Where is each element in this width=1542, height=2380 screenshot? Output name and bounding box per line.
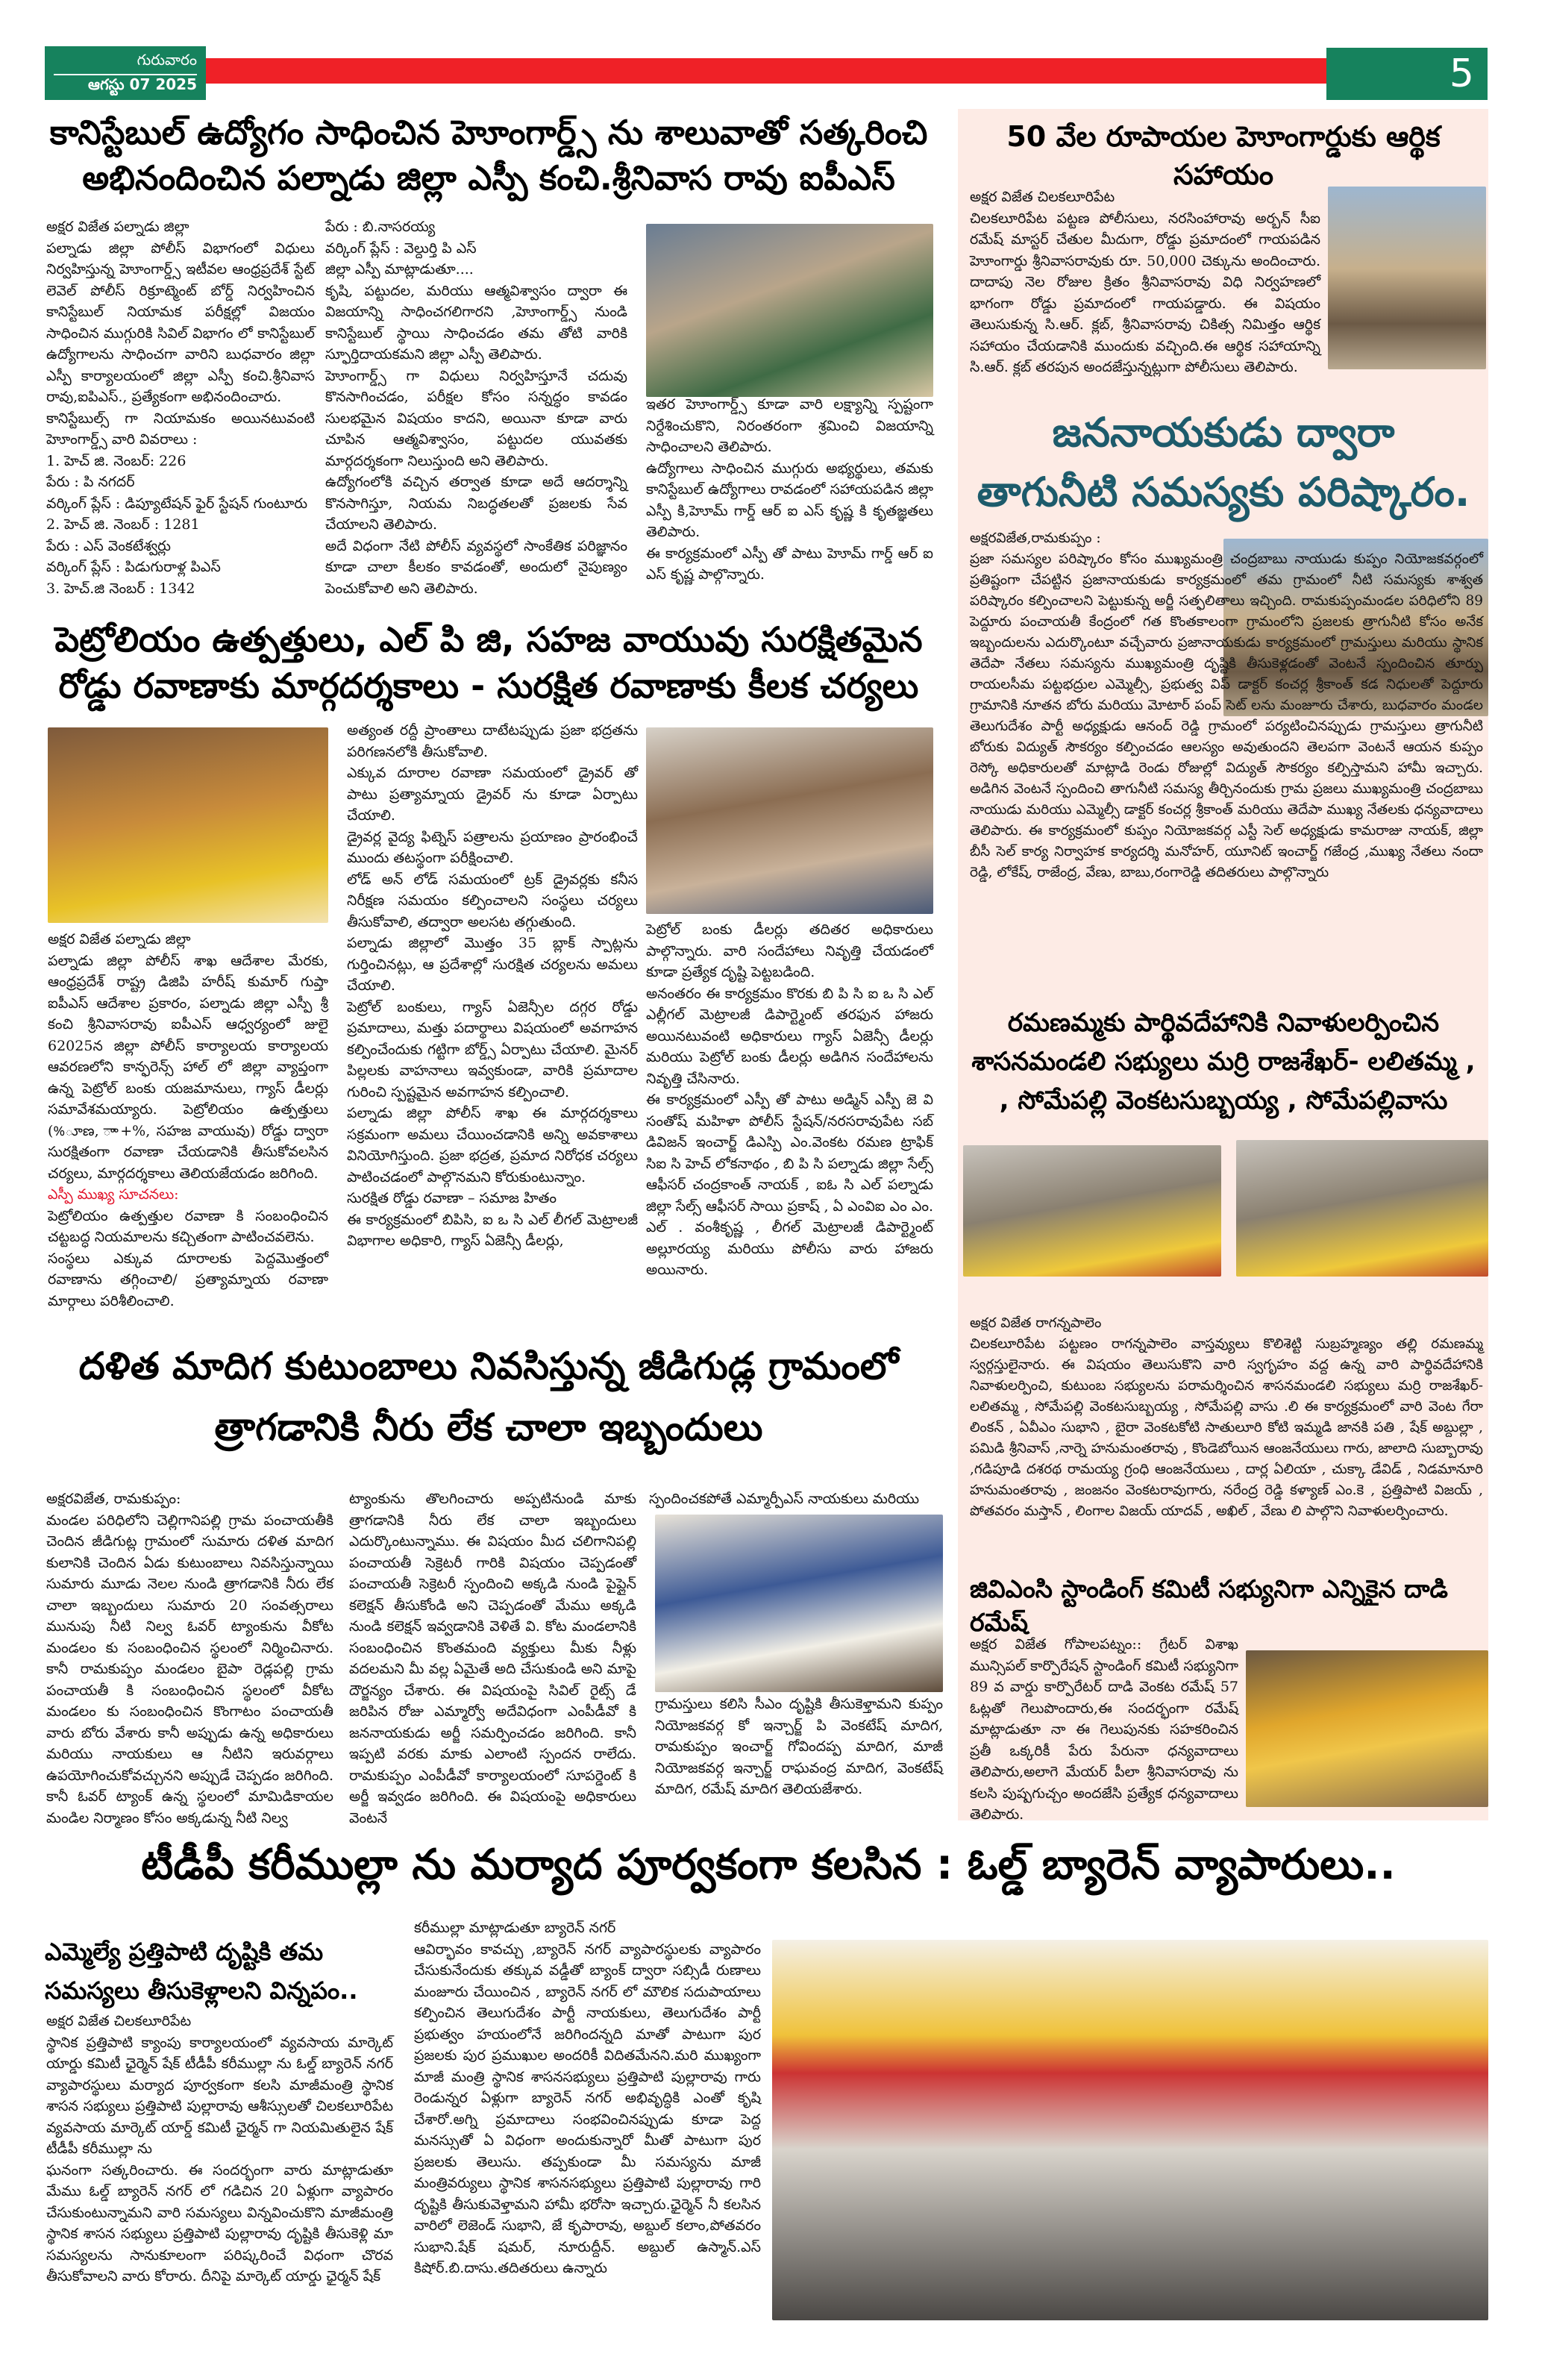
- paragraph: పేరు : బి.నాసరయ్య: [325, 219, 436, 235]
- headline-petroleum: [41, 616, 936, 709]
- article-column: [347, 720, 638, 1252]
- paragraph: అక్షర విజేత పల్నాడు జిల్లా: [48, 931, 191, 948]
- weekday: గురువారం: [54, 51, 197, 75]
- paragraph: ట్యాంకును తొలగించారు అప్పటినుండి మాకు త్రాగడానికి నీరు లేక చాలా ఇబ్బందులు ఎదుర్కొంటున్నాము. ఈ విషయం మీద చలిగానిపల్లి పంచాయతీ సెక్రెటరీ గారికి విషయం చెప్పడంతో పంచాయతీ సెక్రెటరీ స్పందించి అక్కడి నుండి పైప్లైన్ కలెక్షన్ తీసుకోండి అని చెప్పడంతో మేము అక్కడి నుండి కలెక్షన్ ఇవ్వడానికి వెళితే వి. కోట మండలానికి సంబంధించిన కొంతమంది వ్యక్తులు మీకు నీళ్లు వదలమని మీ వల్ల ఏమైతే అది చేసుకుండి అని మాపై దౌర్జన్యం చేశారు. ఈ విషయంపై సివిల్ రైట్స్ డే జరిపిన రోజు ఎమ్మార్వో అదేవిధంగా ఎంపీడీవో కి జననాయకుడు అర్జీ సమర్పించడం జరిగింది. కానీ ఇప్పటి వరకు మాకు ఎలాంటి స్పందన రాలేదు. రామకుప్పం ఎంపీడీవో కార్యాలయంలో సూపర్డెంట్ కి అర్జీ ఇవ్వడం జరిగింది. ఈ విషయంపై అధికారులు వెంటనే: [349, 1491, 636, 1826]
- paragraph: ఘనంగా సత్కరించారు. ఈ సందర్భంగా వారు మాట్లాడుతూ మేము ఓల్డ్ బ్యారెన్ నగర్ లో గడిచిన 20 ఏళ్లుగా వ్యాపారం చేసుకుంటున్నామని వారి సమస్యలు విన్నవించుకొని మాజీమంత్రి స్థానిక శాసన సభ్యులు ప్రత్తిపాటి పుల్లారావు దృష్టికి తీసుకెళ్లి మా సమస్యలను సానుకూలంగా పరిష్కరించే విధంగా చొరవ తీసుకోవాలని వారు కోరారు. దీనిపై మార్కెట్ యార్డు ఛైర్మన్ షేక్: [46, 2161, 393, 2285]
- paragraph: స్పందించకపోతే ఎమ్మార్పీఎస్ నాయకులు మరియు: [649, 1491, 920, 1507]
- article-column: [48, 929, 328, 1312]
- photo-sp-speaking-at-podium: [48, 727, 328, 923]
- paragraph: అక్షర విజేత గోపాలపట్నం:: గ్రేటర్ విశాఖ మున్సిపల్ కార్పొరేషన్ స్టాండింగ్ కమిటీ సభ్యునిగా 89 వ వార్డు కార్పొరేటర్ దాడి వెంకట రమేష్ 57 ఓట్లతో గెలుపొందారు,ఈ సందర్భంగా రమేష్ మాట్లాడుతూ నా ఈ గెలుపునకు సహకరించిన ప్రతీ ఒక్కరికీ పేరు పేరునా ధన్యవాదాలు తెలిపారు,అలాగె మేయర్ పీలా శ్రీనివాసరావు ను కలసి పుష్పగుచ్చం అందజేసి ప్రత్యేక ధన్యవాదాలు తెలిపారు.: [970, 1636, 1238, 1823]
- headline-dalit-water: [41, 1335, 936, 1458]
- headline-tdp-karimulla: టీడీపీ కరీముల్లా ను మర్యాద పూర్వకంగా కలసిన : ఓల్డ్ బ్యారెన్ వ్యాపారులు..: [141, 1841, 1396, 1889]
- paragraph: ఆవిర్భావం కావచ్చు ,బ్యారెన్ నగర్ వ్యాపారస్థులకు వ్యాపారం చేసుకునేందుకు తక్కువ వడ్డీతో బ్యాంక్ ద్వారా సబ్సిడీ రుణాలు మంజూరు చేయించిన , బ్యారెన్ నగర్ లో మౌలిక సదుపాయాలు కల్పించిన తెలుగుదేశం పార్టీ నాయకులు, తెలుగుదేశం పార్టీ ప్రభుత్వం హయంలోనే జరిగిందన్నది మాతో పాటుగా పుర ప్రజలకు పుర ప్రముఖుల అందరికీ విదితమేనని.మరి ముఖ్యంగా మాజీ మంత్రి స్థానిక శాసనసభ్యులు ప్రత్తిపాటి పుల్లారావు గారు రెండున్నర ఏళ్లుగా బ్యారెన్ నగర్ అభివృద్ధికి ఎంతో కృషి చేశారో.అగ్ని ప్రమాదాలు సంభవించినప్పుడు కూడా పెద్ద మనస్సుతో ఏ విధంగా అందుకున్నారో మీతో పాటుగా పుర ప్రజలకు తెలుసు. తప్పకుండా మీ సమస్యను మాజీ మంత్రివర్యులు స్థానిక శాసనసభ్యులు ప్రత్తిపాటి పుల్లారావు గారి దృష్టికి తీసుకువెళ్తామని హామీ భరోసా ఇచ్చారు.ఛైర్మెన్ నీ కలసిన వారిలో లెజెండ్ సుభాని, జే కృపారావు, అబ్దుల్ కలాం,పోతవరం సుభాని.షేక్ షమర్, నూరుద్దీన్. అబ్దుల్ ఉస్మాన్.ఎస్ కిషోర్.బి.దాసు.తదితరులు ఉన్నారు: [414, 1941, 761, 2276]
- headline-line: ఎమ్మెల్యే ప్రత్తిపాటి దృష్టికి తమ: [45, 1938, 324, 1966]
- photo-tribute-2: [1236, 1140, 1488, 1277]
- photo-conference-hall: [646, 727, 933, 914]
- red-bar: [206, 58, 1326, 84]
- paragraph: పెట్రోల్ బంకులు, గ్యాస్ ఏజెన్సీల దగ్గర రోడ్డు ప్రమాదాలు, మత్తు పదార్థాలు విషయంలో అవగాహన కల్పించేందుకు గట్టిగా బోర్డ్స్ ఏర్పాటు చేయాలి. మైనర్ పిల్లలకు వాహనాలు ఇవ్వకుండా, వారికి ప్రమాదాల గురించి స్పష్టమైన అవగాహన కల్పించాలి.: [347, 998, 638, 1100]
- paragraph: ఇతర హెూంగార్డ్స్ కూడా వారి లక్ష్యాన్ని స్పష్టంగా నిర్దేశించుకొని, నిరంతరంగా శ్రమించి విజయాన్ని సాధించాలని తెలిపారు.: [646, 396, 933, 455]
- paragraph: అక్షరవిజేత,రామకుప్పం :: [970, 530, 1101, 546]
- headline-homeguard-aid: 50 వేల రూపాయల హెూంగార్డుకు ఆర్థిక సహాయం: [1006, 120, 1441, 192]
- paragraph: పేరు : పి నగదర్: [46, 474, 135, 490]
- headline-ramanamma-tribute: [962, 1003, 1485, 1120]
- paragraph: మండల పరిధిలోని చెల్లిగానిపల్లి గ్రామ పంచాయతీకి చెందిన జీడిగుట్ల గ్రామంలో సుమారు దళిత మాదిగ కులానికి చెందిన ఏడు కుటుంబాలు నివసిస్తున్నాయి సుమారు మూడు నెలల నుండి త్రాగడానికి నీరు లేక చాలా ఇబ్బందులు సుమారు 20 సంవత్సరాలు మునుపు నీటి నిల్వ ఓవర్ ట్యాంకును వీకోట మండలం కు సంబంధించిన స్థలంలో నిర్మించినారు. కానీ రామకుప్పం మండలం బైపా రెడ్లపల్లి గ్రామ పంచాయతీ కి సంబంధించిన స్థలంలో వీకోట మండలం కు సంబంధించిన కొంగాటం పంచాయతీ వారు బోరు వేశారు కానీ అప్పుడు ఉన్న అధికారులు మరియు నాయకులు ఆ నీటిని ఇరువర్గాలు ఉపయోగించుకోవచ్చునని అప్పుడే చెప్పడం జరిగింది. కానీ ఓవర్ ట్యాంక్ ఉన్న స్థలంలో మామిడికాయల మండిల నిర్మాణం కోసం అక్కడున్న నీటి నిల్వ: [46, 1512, 333, 1826]
- paragraph: సురక్షిత రోడ్డు రవాణా – సమాజ హితం: [347, 1190, 557, 1206]
- paragraph: కానిస్టేబుల్స్ గా నియామకం అయినటువంటి హెూంగార్డ్స్ వారి వివరాలు :: [46, 410, 315, 448]
- paragraph: స్థానిక ప్రత్తిపాటి క్యాంపు కార్యాలయంలో వ్యవసాయ మార్కెట్ యార్డు కమిటీ ఛైర్మెన్ షేక్ టీడీపీ కరీముల్లా ను ఓల్డ్ బ్యారెన్ నగర్ వ్యాపారస్థులు మర్యాద పూర్వకంగా కలసి మాజీమంత్రి స్థానిక శాసన సభ్యులు ప్రత్తిపాటి పుల్లారావు ఆశీస్సులతో చిలకలూరిపేట వ్యవసాయ మార్కెట్ యార్డ్ కమిటీ ఛైర్మన్ గా నియమితులైన షేక్ టీడీపీ కరీముల్లా ను: [46, 2034, 393, 2157]
- paragraph: ప్రజా సమస్యల పరిష్కారం కోసం ముఖ్యమంత్రి చంద్రబాబు నాయుడు కుప్పం నియోజకవర్గంలో ప్రతిష్టంగా చేపట్టిన ప్రజానాయకుడు కార్యక్రమంలో తమ గ్రామంలో నీటి సమస్యకు శాశ్వత పరిష్కారం కల్పించాలని పెట్టుకున్న అర్జీ సత్ఫలితాలు ఇచ్చింది. రామకుప్పంమండల పరిధిలోని 89 పెద్దూరు పంచాయతీ కేంద్రంలో గత కొంతకాలంగా గ్రామంలోని ప్రజలకు త్రాగునీటి కోసం అనేక ఇబ్బందులను ఎదుర్కొంటూ వచ్చేవారు ప్రజానాయకుడు కార్యక్రమంలో గ్రామస్తులు మరియు స్థానిక తెదేపా నేతలు సమస్యను ముఖ్యమంత్రి దృష్టికి తీసుకెళ్లడంతో వెంటనే స్పందించిన తూర్పు రాయలసీమ పట్టభద్రుల ఎమ్మెల్సీ, ప్రభుత్వ విప్ డాక్టర్ కంచర్ల శ్రీకాంత్ కడ నిధులతో పెద్దూరు గ్రామానికి నూతన బోరు మరియు మోటార్ పంప్ సెట్ లను మంజూరు చేశారు, బుధవారం మండల తెలుగుదేశం పార్టీ అధ్యక్షుడు ఆనంద్ రెడ్డి గ్రామంలో పర్యటించినప్పుడు గ్రామస్తులు త్రాగునీటి బోరుకు విద్యుత్ సౌకర్యం కల్పించడం ఆలస్యం అవుతుందని తెలపగా వెంటనే ఆయన కుప్పం రెస్కో అధికారులతో మాట్లాడి రెండు రోజుల్లో విద్యుత్ సౌకర్యం కల్పిస్తామని హామీ ఇచ్చారు. అడిగిన వెంటనే స్పందించి తాగునీటి సమస్య తీర్చినందుకు గ్రామ ప్రజలు ముఖ్యమంత్రి చంద్రబాబు నాయుడు మరియు ఎమ్మెల్సీ డాక్టర్ కంచర్ల శ్రీకాంత్ మరియు తెదేపా ముఖ్య నేతలకు ధన్యవాదాలు తెలిపారు. ఈ కార్యక్రమంలో కుప్పం నియోజకవర్గ ఎస్టీ సెల్ అధ్యక్షుడు కామరాజు నాయక్, జిల్లా బీసీ సెల్ కార్య నిర్వాహక కార్యదర్శి మనోహర్, యూనిట్ ఇంచార్జ్ గజేంద్ర ,ముఖ్య నేతలు నందా రెడ్డి, లోకేష్, రాజేంద్ర, వేణు, బాబు,రంగారెడ్డి తదితరులు పాల్గొన్నారు: [970, 551, 1483, 880]
- paragraph: లోడ్ అన్ లోడ్ సమయంలో ట్రక్ డ్రైవర్లకు కనీస నిరీక్షణ సమయం కల్పించాలని సంస్థలు చర్యలు తీసుకోవాలి, తద్వారా అలసట తగ్గుతుంది.: [347, 871, 638, 930]
- headline-line: , సోమేపల్లి వెంకటసుబ్బయ్య , సోమేపల్లివాసు: [999, 1086, 1448, 1115]
- article-column: [349, 1488, 636, 1829]
- paragraph: ఉద్యోగాలు సాధించిన ముగ్గురు అభ్యర్థులు, తమకు కానిస్టేబుల్ ఉద్యోగాలు రావడంలో సహాయపడిన జిల్లా ఎస్పీ కి,హెూమ్ గార్డ్ ఆర్ ఐ ఎస్ కృష్ణ కి కృతజ్ఞతలు తెలిపారు.: [646, 460, 933, 540]
- article-column: [970, 187, 1320, 378]
- paragraph: ఈ కార్యక్రమంలో ఎస్పీ తో పాటు అడ్మిన్ ఎస్పీ జె వి సంతోష్ మహిళా పోలీస్ స్టేషన్/నరసరావుపేట సబ్ డివిజన్ ఇంచార్జ్ డిఎస్పి ఎం.వెంకట రమణ ట్రాఫిక్ సిఐ సి హెచ్ లోకనాథం , బి పి సి పల్నాడు జిల్లా సేల్స్ ఆఫీసర్ చంద్రకాంత్ నాయక్ , ఐఓ సి ఎల్ పల్నాడు జిల్లా సేల్స్ ఆఫీసర్ సాయి ప్రకాష్ , ఏ ఎంవిఐ ఎం ఎం. ఎల్ . వంశీకృష్ణ , లీగల్ మెట్రాలజీ డిపార్ట్మెంట్ అల్లూరయ్య మరియు పోలీసు వారు హాజరు అయినారు.: [646, 1092, 933, 1278]
- paragraph: అక్షర విజేత రాగన్నపాలెం: [970, 1315, 1102, 1331]
- paragraph: చిలకలూరిపేట పట్టణ పోలీసులు, నరసింహారావు అర్బన్ సీఐ రమేష్ మాస్టర్ చేతుల మీదుగా, రోడ్డు ప్రమాదంలో గాయపడిన హెూంగార్డు శ్రీనివాసరావుకు రూ. 50,000 చెక్కును అందించారు. దాదాపు నెల రోజుల క్రితం శ్రీనివాసరావు విధి నిర్వహణలో భాగంగా రోడ్డు ప్రమాదంలో గాయపడ్డారు. ఈ విషయం తెలుసుకున్న సి.ఆర్. క్లబ్, శ్రీనివాసరావు చికిత్స నిమిత్తం ఆర్థిక సహాయం చేయడానికి ముందుకు వచ్చింది.ఈ ఆర్థిక సహాయాన్ని సి.ఆర్. క్లబ్ తరపున అందజేస్తున్నట్లుగా పోలీసులు తెలిపారు.: [970, 210, 1320, 375]
- paragraph: పల్నాడు జిల్లా పోలీస్ శాఖ ఈ మార్గదర్శకాలు సక్రమంగా అమలు చేయించడానికి అన్ని అవకాశాలు వినియోగిస్తుంది. ప్రజా భద్రత, ప్రమాద నిరోధక చర్యలు పాటించడంలో పాల్గొనమని కోరుకుంటున్నాం.: [347, 1105, 638, 1186]
- article-column: [46, 2011, 393, 2287]
- subheadline-tdp: [45, 1932, 395, 2010]
- headline-line: రమణమ్మకు పార్థివదేహానికి నివాళులర్పించిన: [1007, 1008, 1440, 1038]
- paragraph: 2. హెచ్ జి. నెంబర్ : 1281: [46, 516, 200, 533]
- article-column: [970, 1313, 1483, 1522]
- paragraph: పల్నాడు జిల్లా పోలీస్ శాఖ ఆదేశాల మేరకు, ఆంధ్రప్రదేశ్ రాష్ట్ర డిజిపి హరీష్ కుమార్ గుప్తా ఐపీఎస్ ఆదేశాల ప్రకారం, పల్నాడు జిల్లా ఎస్పీ శ్రీ కంచి శ్రీనివాసరావు ఐపీఎస్ ఆధ్వర్యంలో జులై 62025న జిల్లా పోలీస్ కార్యాలయ కార్యాలయ ఆవరణలోని కాన్ఫరెన్స్ హాల్ లో జిల్లా వ్యాప్తంగా ఉన్న పెట్రోల్ బంకు యజమానులు, గ్యాస్ డీలర్లు సమావేశమయ్యారు. పెట్రోలియం ఉత్పత్తులు (%ూణ, ాా+%, సహజ వాయువు) రోడ్డు ద్వారా సురక్షితంగా రవాణా చేయడానికి తీసుకోవలసిన చర్యలు, మార్గదర్శకాలు తెలియజేయడం జరిగింది.: [48, 952, 328, 1182]
- headline-line: పెట్రోలియం ఉత్పత్తులు, ఎల్ పి జి, సహజ వాయువు సురక్షితమైన: [54, 619, 923, 660]
- date-box: [45, 46, 206, 100]
- date: ఆగస్టు 07 2025: [87, 75, 197, 93]
- photo-cheque-handover: [1328, 187, 1486, 369]
- paragraph: వర్కింగ్ ప్లేస్ : డిప్యూటేషన్ ఫైర్ స్టేషన్ గుంటూరు: [46, 495, 308, 512]
- paragraph: అనంతరం ఈ కార్యక్రమం కొరకు బి పి సి ఐ ఒ సి ఎల్ ఎల్లీగల్ మెట్రాలజీ డిపార్ట్మెంట్ తరఫున హాజరు అయినటువంటి అధికారులు గ్యాస్ ఏజెన్సీ డీలర్లు మరియు పెట్రోల్ బంకు డీలర్లు అడిగిన సందేహాలను నివృత్తి చేసినారు.: [646, 985, 933, 1087]
- headline-line: రోడ్డు రవాణాకు మార్గదర్శకాలు - సురక్షిత రవాణాకు కీలక చర్యలు: [58, 666, 919, 707]
- paragraph: వర్కింగ్ ప్లేస్ : పిడుగురాళ్ల పిఎస్: [46, 559, 221, 575]
- paragraph: ఈ కార్యక్రమంలో ఎస్పీ తో పాటు హెూమ్ గార్డ్ ఆర్ ఐ ఎస్ కృష్ణ పాల్గొన్నారు.: [646, 545, 933, 583]
- paragraph: అక్షర విజేత చిలకలూరిపేట: [46, 2013, 192, 2029]
- paragraph: 3. హెచ్.జి నెంబర్ : 1342: [46, 580, 195, 597]
- headline-line: దళిత మాదిగ కుటుంబాలు నివసిస్తున్న జీడిగుడ్ల గ్రామంలో: [78, 1344, 899, 1388]
- article-column: [970, 528, 1483, 883]
- article-column: [646, 394, 933, 586]
- paragraph-group: [48, 929, 328, 1184]
- photo-tribute-1: [963, 1145, 1221, 1277]
- paragraph: హెూంగార్డ్స్ గా విధులు నిర్వహిస్తూనే చదువు కొనసాగించడం, పరీక్షల కోసం సన్నద్ధం కావడం సులభమైన విషయం కాదని, అయినా కూడా వారు చూపిన ఆత్మవిశ్వాసం, పట్టుదల యువతకు మార్గదర్శకంగా నిలుస్తుంది అని తెలిపారు.: [325, 367, 627, 469]
- article-column: [414, 1917, 761, 2279]
- article-column: [46, 1488, 333, 1829]
- article-column: [46, 216, 315, 599]
- headline-line: అభినందించిన పల్నాడు జిల్లా ఎస్పీ కంచి.శ్రీనివాస రావు ఐపీఎస్: [82, 157, 895, 198]
- paragraph: సంస్థలు ఎక్కువ దూరాలకు పెద్దమొత్తంలో రవాణాను తగ్గించాలి/ ప్రత్యామ్నాయ రవాణా మార్గాలు పరిశీలించాలి.: [48, 1250, 328, 1309]
- headline-line: కానిస్టేబుల్ ఉద్యోగం సాధించిన హెూంగార్డ్స్ ను శాలువాతో సత్కరించి: [49, 113, 928, 152]
- headline-line: తాగునీటి సమస్యకు పరిష్కారం.: [977, 469, 1470, 516]
- paragraph: అక్షర విజేత చిలకలూరిపేట: [970, 189, 1115, 205]
- article-column: [655, 1694, 943, 1800]
- paragraph: జిల్లా ఎస్పీ మాట్లాడుతూ....: [325, 261, 474, 278]
- paragraph: పేరు : ఎస్ వెంకటేశ్వర్లు: [46, 537, 171, 554]
- paragraph: పల్నాడు జిల్లా పోలీస్ విభాగంలో విధులు నిర్వహిస్తున్న హెూంగార్డ్స్ ఇటీవల ఆంధ్రప్రదేశ్ స్టేట్ లెవెల్ పోలీస్ రిక్రూట్మెంట్ బోర్డ్ నిర్వహించిన కానిస్టేబుల్ నియామక పరీక్షల్లో విజయం సాధించిన ముగ్గురికి సివిల్ విభాగం లో కానిస్టేబుల్ ఉద్యోగాలను సాధించగా వారిని బుధవారం జిల్లా ఎస్పీ కార్యాలయంలో జిల్లా ఎస్పీ కంచి.శ్రీనివాస రావు,ఐపిఎస్., ప్రత్యేకంగా అభినందించారు.: [46, 239, 315, 405]
- paragraph: వర్కింగ్ ప్లేస్ : వెల్దుర్తి పి ఎస్: [325, 239, 477, 257]
- paragraph: పల్నాడు జిల్లాలో మొత్తం 35 బ్లాక్ స్పాట్లను గుర్తించినట్లు, ఆ ప్రదేశాల్లో సురక్షిత చర్యలను అమలు చేయాలి.: [347, 935, 638, 994]
- paragraph-group: [48, 1206, 328, 1312]
- paragraph: కరీముల్లా మాట్లాడుతూ బ్యారెన్ నగర్: [414, 1920, 616, 1936]
- headline-line: త్రాగడానికి నీరు లేక చాలా ఇబ్బందులు: [214, 1406, 763, 1449]
- headline-homeguards: [41, 110, 936, 201]
- headline-water-solution: [962, 403, 1485, 522]
- paragraph: కృషి, పట్టుదల, మరియు ఆత్మవిశ్వాసం ద్వారా ఈ విజయాన్ని సాధించగలిగారని ,హెూంగార్డ్స్ నుండి కానిస్టేబుల్ స్థాయి సాధించడం తమ తోటి వారికి స్ఫూర్తిదాయకమని జిల్లా ఎస్పీ తెలిపారు.: [325, 282, 627, 363]
- subhead: ఎస్పీ ముఖ్య సూచనలు:: [48, 1186, 179, 1203]
- headline-gvmc-standing-committee: జివిఎంసి స్టాండింగ్ కమిటీ సభ్యునిగా ఎన్నికైన దాడి రమేష్: [970, 1574, 1448, 1637]
- paragraph: 1. హెచ్ జి. నెంబర్: 226: [46, 452, 187, 469]
- photo-traders-meeting-karimulla: [772, 1940, 1488, 2320]
- photo-dadi-ramesh-felicitation: [1246, 1650, 1488, 1807]
- photo-villagers-submitting-petition: [655, 1515, 943, 1692]
- paragraph: డ్రైవర్ల వైద్య ఫిట్నెస్ పత్రాలను ప్రయాణం ప్రారంభించే ముందు తటస్థంగా పరీక్షించాలి.: [347, 828, 638, 866]
- headline-line: సమస్యలు తీసుకెళ్లాలని విన్నపం..: [45, 1976, 358, 2005]
- headline-line: జననాయకుడు ద్వారా: [1052, 409, 1395, 456]
- paragraph: చిలకలూరిపేట పట్టణం రాగన్నపాలెం వాస్తవ్యులు కొలిశెట్టి సుబ్రహ్మణ్యం తల్లి రమణమ్మ స్వర్గస్తులైనారు. ఈ విషయం తెలుసుకొని వారి స్వగృహం వద్ద ఉన్న వారి పార్థివదేహానికి నివాళులర్పించి, కుటుంబ సభ్యులను పరామర్శించిన శాసనమండలి సభ్యులు మర్రి రాజశేఖర్- లలితమ్మ , సోమేపల్లి వెంకటసుబ్బయ్య , సోమేపల్లి వాసు .లి ఈ కార్యక్రమంలో వారి వెంట గేరా లింకన్ , ఏవీఎం సుభాని , బైరా వెంకటకోటి సాతులూరి కోటి ఇమ్మడి జానకి పతి , షేక్ అబ్దుల్లా , పమిడి శ్రీనివాస్ ,నార్నె హనుమంతరావు , కొండెబోయిన ఆంజనేయులు గారు, జాలాది సుబ్బారావు ,గడిపూడి దశరథ రామయ్య గ్రంధి ఆంజనేయులు , దార్ల ఏలియా , చుక్కా డేవిడ్ , నిడమానూరి హనుమంతరావు , జంజనం వెంకటరావుగారు, నరేంద్ర రెడ్డి కళ్యాణ్ ఎం.కె , ప్రత్తిపాటి విజయ్ , పోతవరం మస్తాన్ , లింగాల విజయ్ యాదవ్ , అఖిల్ , వేణు లి పాల్గొని నివాళులర్పించారు.: [970, 1336, 1483, 1519]
- page-number: 5: [1449, 51, 1474, 96]
- photo-sp-felicitating-homeguards: [646, 224, 933, 397]
- article-column: [325, 216, 627, 599]
- paragraph: పెట్రోలియం ఉత్పత్తుల రవాణా కి సంబంధించిన చట్టబద్ధ నియమాలను కచ్చితంగా పాటించవలెను.: [48, 1207, 328, 1245]
- paragraph: అత్యంత రద్దీ ప్రాంతాలు దాటేటప్పుడు ప్రజా భద్రతను పరిగణనలోకి తీసుకోవాలి.: [347, 722, 638, 760]
- paragraph: అదే విధంగా నేటి పోలీస్ వ్యవస్థలో సాంకేతిక పరిజ్ఞానం కూడా చాలా కీలకం కావడంతో, అందులో నైపుణ్యం పెంచుకోవాలి అని తెలిపారు.: [325, 537, 627, 597]
- paragraph: పెట్రోల్ బంకు డీలర్లు తదితర అధికారులు పాల్గొన్నారు. వారి సందేహాలు నివృత్తి చేయడంలో కూడా ప్రత్యేక దృష్టి పెట్టబడింది.: [646, 921, 933, 980]
- paragraph: గ్రామస్తులు కలిసి సీఎం దృష్టికి తీసుకెళ్తామని కుప్పం నియోజకవర్గ కో ఇన్చార్జ్ పి వెంకటేష్ మాదిగ, రామకుప్పం ఇంచార్జ్ గోవిందప్ప మాదిగ, మాజీ నియోజకవర్గ ఇన్చార్జ్ రాఘవంద్ర మాదిగ, వెంకటేష్ మాదిగ, రమేష్ మాదిగ తెలియజేశారు.: [655, 1696, 943, 1797]
- headline-line: శాసనమండలి సభ్యులు మర్రి రాజశేఖర్- లలితమ్మ ,: [971, 1047, 1476, 1077]
- masthead: [0, 0, 1542, 104]
- paragraph: ఉద్యోగంలోకి వచ్చిన తర్వాత కూడా అదే ఆదర్శాన్ని కొనసాగిస్తూ, నియమ నిబద్ధతలతో ప్రజలకు సేవ చేయాలని తెలిపారు.: [325, 474, 627, 533]
- paragraph: అక్షరవిజేత, రామకుప్పం:: [46, 1491, 181, 1507]
- page-number-box: [1326, 48, 1488, 100]
- article-column: [970, 1634, 1238, 1826]
- article-column: [649, 1488, 944, 1510]
- paragraph: ఈ కార్యక్రమంలో బిపిసి, ఐ ఒ సి ఎల్ లీగల్ మెట్రాలజీ విభాగాల అధికారి, గ్యాస్ ఏజెన్సీ డీలర్లు,: [347, 1211, 638, 1249]
- article-column: [646, 919, 933, 1281]
- paragraph: అక్షర విజేత పల్నాడు జిల్లా: [46, 219, 189, 235]
- paragraph: ఎక్కువ దూరాల రవాణా సమయంలో డ్రైవర్ తో పాటు ప్రత్యామ్నాయ డ్రైవర్ ను కూడా ఏర్పాటు చేయాలి.: [347, 765, 638, 824]
